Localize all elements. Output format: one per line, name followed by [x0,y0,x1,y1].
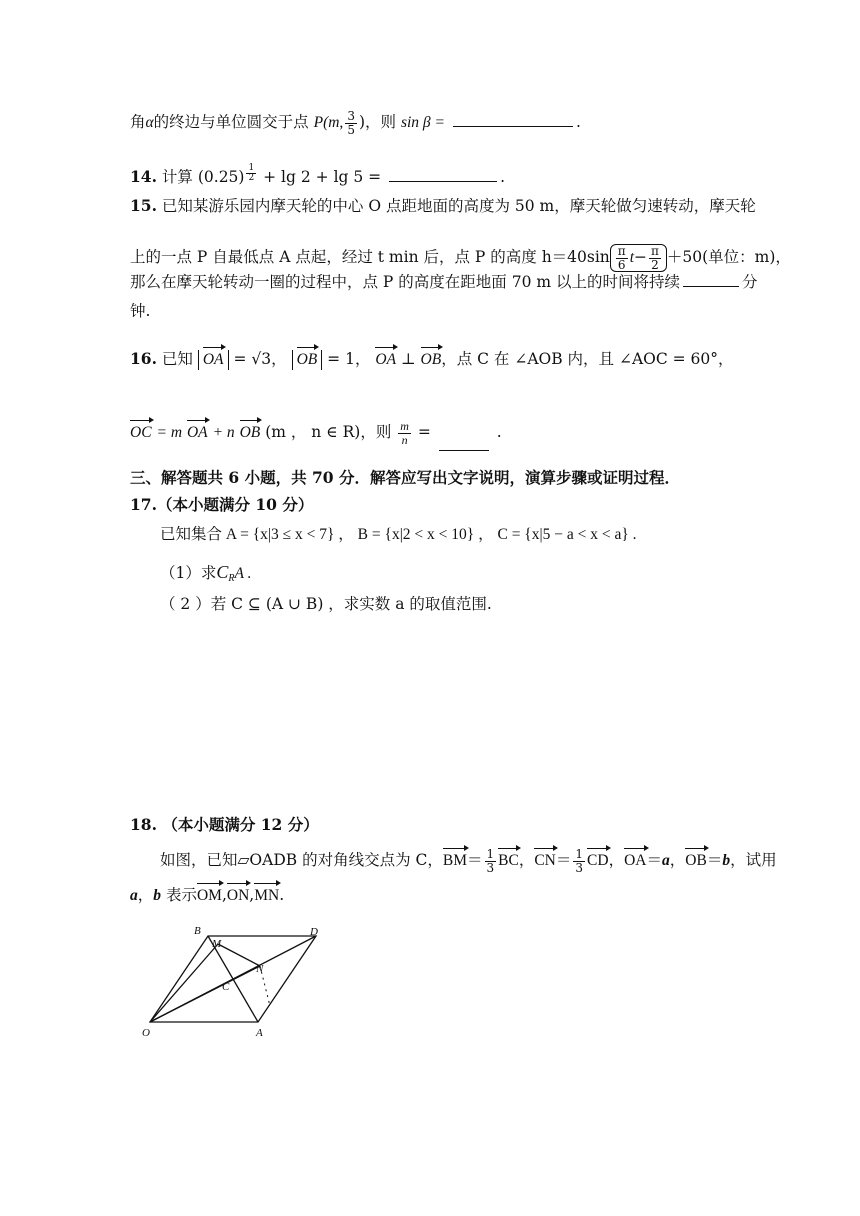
q16-abs-oa [198,350,229,370]
q16-vec-oa-2: OA [375,351,397,368]
q15-text-2b: ＋50(单位：m)， [666,248,791,267]
q15-line1 [130,197,756,216]
q13-frac-den: 5 [347,122,355,137]
q15-frac1 [616,245,628,271]
q18-vec-cd: CD [587,852,609,870]
q18-vec-ob: OB [685,852,707,870]
q16-line2 [130,420,502,446]
q14-line [130,164,505,187]
q18-vec-oa: OA [624,852,647,870]
q18-line1: 如图，已知▱OADB 的对角线交点为 C，BM＝ $\frac{1}{3}$ BC，CN＝ $\frac{1}{3}$ CD，OA＝a，OB＝b，试用 [160,847,777,875]
q13-text-b: 的终边与单位圆交于点 [153,113,309,132]
q15-pi2: π [651,244,659,258]
q15-text-1: 已知某游乐园内摩天轮的中心 O 点距地面的高度为 50 m，摩天轮做匀速转动，摩天轮 [161,197,756,215]
q18-a: a [662,852,670,870]
q17-complement-a: A . [234,565,252,582]
q15-six: 6 [617,257,626,272]
q13-line [130,110,581,136]
q18-frac1-den: 3 [486,860,495,875]
q18-frac2-den: 3 [575,860,584,875]
q15-pi1: π [617,244,626,258]
q17-part2: （ 2 ）若 C ⊆ (A ∪ B) ，求实数 a 的取值范围. [160,595,492,613]
q18-frac2-num: 1 [575,847,584,861]
q13-answer-blank[interactable] [453,125,573,127]
q18-l2-b: b [153,887,162,904]
q13-close: ) [358,113,366,132]
q15-line2 [130,244,791,272]
q18-vec-om: OM [196,887,222,904]
q14-end: . [500,168,506,186]
q15-text-4: 钟. [130,302,151,320]
segment-on [150,966,260,1022]
q13-frac-num: 3 [347,109,355,123]
label-a: A [256,1027,263,1039]
q14-answer-blank[interactable] [389,180,497,182]
q13-alpha: α [145,114,154,132]
q16-vec-ob-2: OB [420,351,442,368]
q15-text-3b: 分 [742,273,758,291]
q14-exp-den: 2 [248,173,255,184]
q15-text-3a: 那么在摩天轮转动一圈的过程中，点 P 的高度在距地面 70 m 以上的时间将持续 [130,273,680,291]
q18-eq3: ＝ [646,851,663,870]
q16-frac-num: m [400,419,409,433]
q16-cond: (m ， n ∈ R)，则 [265,423,392,442]
q16-line1 [130,350,734,370]
q16-end: . [496,423,502,442]
q18-l2-text: 表示 [161,886,197,904]
q18-vec-bm: BM [442,852,467,870]
q16-text-b: ，点 C 在 ∠AOB 内，且 ∠AOC = 60°， [441,350,734,368]
label-b: B [194,926,201,937]
q16-frac-den: n [401,432,408,447]
q14-text: 计算 [161,168,193,186]
q14-expr-b: + lg 2 + lg 5 = [263,168,382,186]
q16-fraction [398,420,411,446]
q13-text: 角 [130,113,146,132]
segment-om [150,944,218,1022]
label-d: D [310,926,318,938]
q15-paren-group [610,244,667,272]
q16-vec-ob: OB [296,351,318,368]
label-n: N [256,963,264,975]
q15-number: 15. [130,196,157,215]
q13-m: (m, [323,114,344,132]
q16-abs-ob [292,350,323,370]
q18-b: b [722,852,731,870]
q14-number: 14. [130,167,157,186]
q17-text: 已知集合 A = {x|3 ≤ x < 7} ， B = {x|2 < x < 10} ， C = {x|5 − a < x < a} . [160,526,637,543]
q18-title: 18. （本小题满分 12 分） [130,815,319,834]
q18-eq2: ＝ [555,851,572,870]
q16-eq1: = √3， [233,350,287,368]
q16-plus: + n [212,424,235,442]
q14-exponent [246,164,256,184]
q18-parallelogram-figure [138,926,338,1046]
q18-vec-bc: BC [498,852,519,870]
q18-vec-mn: MN [254,887,280,904]
label-o: O [142,1027,150,1039]
q15-answer-blank[interactable] [683,285,739,287]
q14-expr: (0.25) [197,168,245,186]
q13-fraction [345,110,357,136]
q16-vec-oc: OC [130,424,152,442]
q14-exp-num: 1 [248,163,255,173]
label-m: M [212,938,222,950]
q17-title: 17.（本小题满分 10 分） [130,495,314,514]
q17-part1 [160,562,251,585]
q15-line4 [130,302,150,321]
q13-point: P [313,114,324,132]
q18-frac1 [485,848,497,874]
q18-eq4: ＝ [706,851,723,870]
q15-frac2 [649,245,661,271]
q18-text-b: ，试用 [730,851,777,870]
q15-line3 [130,273,758,292]
q18-l2-a: a [130,887,138,904]
q16-eq3: = m [156,424,183,442]
q16-eq2: = 1， [327,350,371,368]
q16-text-a: 已知 [161,350,193,368]
q13-sinb: sin β = [400,114,445,132]
q18-vec-cn: CN [534,852,556,870]
q16-vec-oa: OA [202,351,224,368]
q17-part1-label: （1）求 [160,564,217,582]
q18-line2: a，b 表示OM,ON,MN. [130,886,285,904]
q16-number: 16. [130,349,157,368]
q18-text-a: 如图，已知▱OADB 的对角线交点为 C， [160,851,443,870]
q18-frac2 [573,848,585,874]
label-c: C [222,981,230,993]
q18-frac1-num: 1 [486,847,495,861]
q13-end: . [575,113,581,132]
q16-vec-oa-3: OA [186,424,208,442]
q18-vec-on: ON [226,887,250,904]
segment-mn [218,944,260,966]
q16-vec-ob-3: OB [239,424,261,442]
q18-eq1: ＝ [466,851,483,870]
q17-complement-sub: R [228,573,235,584]
q15-minus: − [634,248,647,267]
q16-answer-blank[interactable] [439,449,489,451]
q15-text-2a: 上的一点 P 自最低点 A 点起，经过 t min 后，点 P 的高度 h＝40sin [130,248,610,267]
q16-eq4: = [417,423,431,442]
q17-complement-c: C [216,562,229,582]
q18-l2-comma: ， [137,886,154,904]
q16-perp: ⊥ [401,350,416,368]
q18-l2-end: . [279,886,285,904]
q15-two: 2 [651,257,659,272]
q13-text-c: ，则 [365,113,397,132]
q15-t: t [629,249,634,267]
section-3-header: 三、解答题共 6 小题，共 70 分．解答应写出文字说明，演算步骤或证明过程． [130,468,680,487]
